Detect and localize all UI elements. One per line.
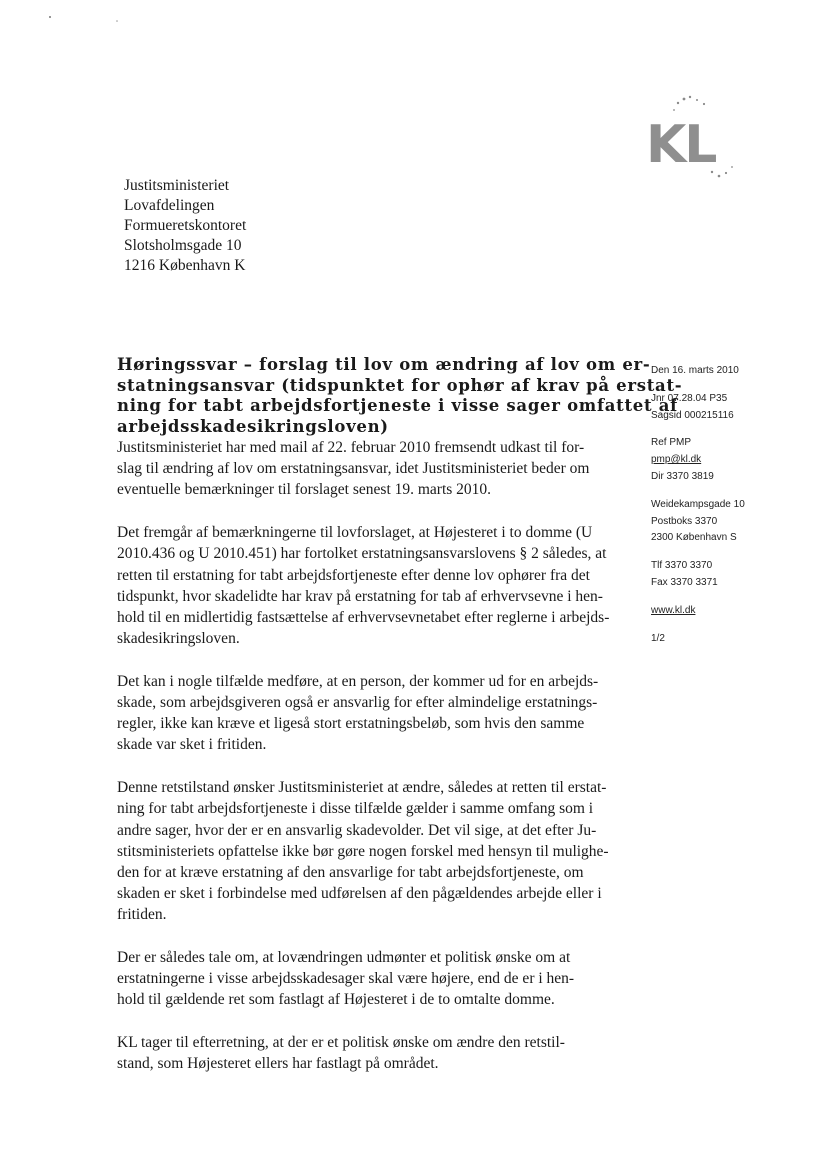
paragraph-line: retten til erstatning for tabt arbejdsfortjeneste efter denne lov ophører fra det	[117, 566, 590, 584]
letter-date: Den 16. marts 2010	[651, 365, 739, 376]
address-line: Slotsholmsgade 10	[124, 237, 242, 254]
paragraph-line: skade, som arbejdsgiveren også er ansvarlig for efter almindelige erstatnings-	[117, 694, 598, 712]
street-address: Weidekampsgade 10	[651, 498, 745, 510]
city: 2300 København S	[651, 532, 737, 544]
paragraph-line: skaden er sket i forbindelse med udførelsen af den pågældendes arbejde eller i	[117, 885, 602, 903]
body-paragraph	[117, 947, 622, 1011]
paragraph-line: eventuelle bemærkninger til forslaget senest 19. marts 2010.	[117, 481, 492, 499]
paragraph-line: fritiden.	[117, 906, 167, 924]
paragraph-line: stitsministeriets opfattelse ikke bør gøre nogen forskel med hensyn til mulighe-	[117, 842, 609, 860]
body-paragraph	[117, 522, 622, 649]
body-paragraph	[117, 777, 622, 925]
letter-heading	[117, 355, 683, 437]
paragraph-line: Det kan i nogle tilfælde medføre, at en person, der kommer ud for en arbejds-	[117, 672, 599, 690]
kl-logo	[640, 88, 760, 188]
postbox: Postboks 3370	[651, 515, 718, 527]
kl-logo-text: KL	[646, 115, 716, 175]
heading-line: Høringssvar – forslag til lov om ændring af lov om er-	[117, 355, 651, 374]
paragraph-line: tidspunkt, hvor skadelidte har krav på erstatning for tab af erhvervsevne i hen-	[117, 587, 603, 605]
address-line: Justitsministeriet	[124, 177, 230, 194]
case-id: Sagsid 000215116	[651, 409, 734, 421]
paragraph-line: skade var sket i fritiden.	[117, 736, 267, 754]
email-link[interactable]: pmp@kl.dk	[651, 454, 702, 466]
paragraph-line: hold til gældende ret som fastlagt af Højesteret i de to omtalte domme.	[117, 991, 555, 1009]
heading-line: statningsansvar (tidspunktet for ophør af krav på erstat-	[117, 375, 683, 395]
paragraph-line: KL tager til efterretning, at der er et politisk ønske om ændre den retstil-	[117, 1034, 565, 1052]
heading-line: ning for tabt arbejdsfortjeneste i visse sager omfattet af	[117, 396, 678, 415]
page-number: 1/2	[651, 632, 665, 644]
paragraph-line: Denne retstilstand ønsker Justitsministeriet at ændre, således at retten til erstat-	[117, 779, 607, 797]
address-line: Lovafdelingen	[124, 197, 215, 214]
direct-phone: Dir 3370 3819	[651, 470, 714, 482]
heading-line: arbejdsskadesikringsloven)	[117, 416, 389, 436]
paragraph-line: Der er således tale om, at lovændringen udmønter et politisk ønske om at	[117, 949, 571, 967]
paragraph-line: den for at kræve erstatning af den ansvarlige for tabt arbejdsfortjeneste, om	[117, 863, 584, 881]
paragraph-line: Justitsministeriet har med mail af 22. februar 2010 fremsendt udkast til for-	[117, 439, 585, 456]
sender-info-sidebar	[651, 363, 811, 658]
reference: Ref PMP	[651, 437, 692, 449]
address-line: Formueretskontoret	[124, 217, 247, 234]
recipient-address	[124, 176, 246, 276]
paragraph-line: 2010.436 og U 2010.451) har fortolket erstatningsansvarslovens § 2 således, at	[117, 545, 607, 563]
paragraph-line: ning for tabt arbejdsfortjeneste i disse tilfælde gælder i samme omfang som i	[117, 800, 594, 818]
paragraph-line: regler, ikke kan kræve et ligeså stort erstatningsbeløb, som hvis den samme	[117, 715, 585, 733]
paragraph-line: stand, som Højesteret ellers har fastlagt på området.	[117, 1055, 439, 1073]
body-paragraph	[117, 1032, 622, 1074]
phone: Tlf 3370 3370	[651, 560, 713, 572]
paragraph-line: hold til en midlertidig fastsættelse af erhvervsevnetabet efter reglerne i arbejds-	[117, 608, 610, 626]
paragraph-line: skadesikringsloven.	[117, 630, 240, 648]
website-link[interactable]: www.kl.dk	[651, 604, 696, 616]
letter-body	[117, 437, 622, 1096]
body-paragraph	[117, 671, 622, 756]
paragraph-line: Det fremgår af bemærkningerne til lovforslaget, at Højesteret i to domme (U	[117, 524, 593, 542]
paragraph-line: andre sager, hvor der er en ansvarlig skadevolder. Det vil sige, at det efter Ju-	[117, 821, 597, 839]
paragraph-line: slag til ændring af lov om erstatningsansvar, idet Justitsministeriet beder om	[117, 460, 590, 478]
body-paragraph	[117, 437, 622, 501]
journal-number: Jnr 07.28.04 P35	[651, 392, 728, 404]
fax: Fax 3370 3371	[651, 576, 718, 588]
paragraph-line: erstatningerne i visse arbejdsskadesager skal være højere, end de er i hen-	[117, 970, 575, 988]
address-line: 1216 København K	[124, 257, 246, 274]
